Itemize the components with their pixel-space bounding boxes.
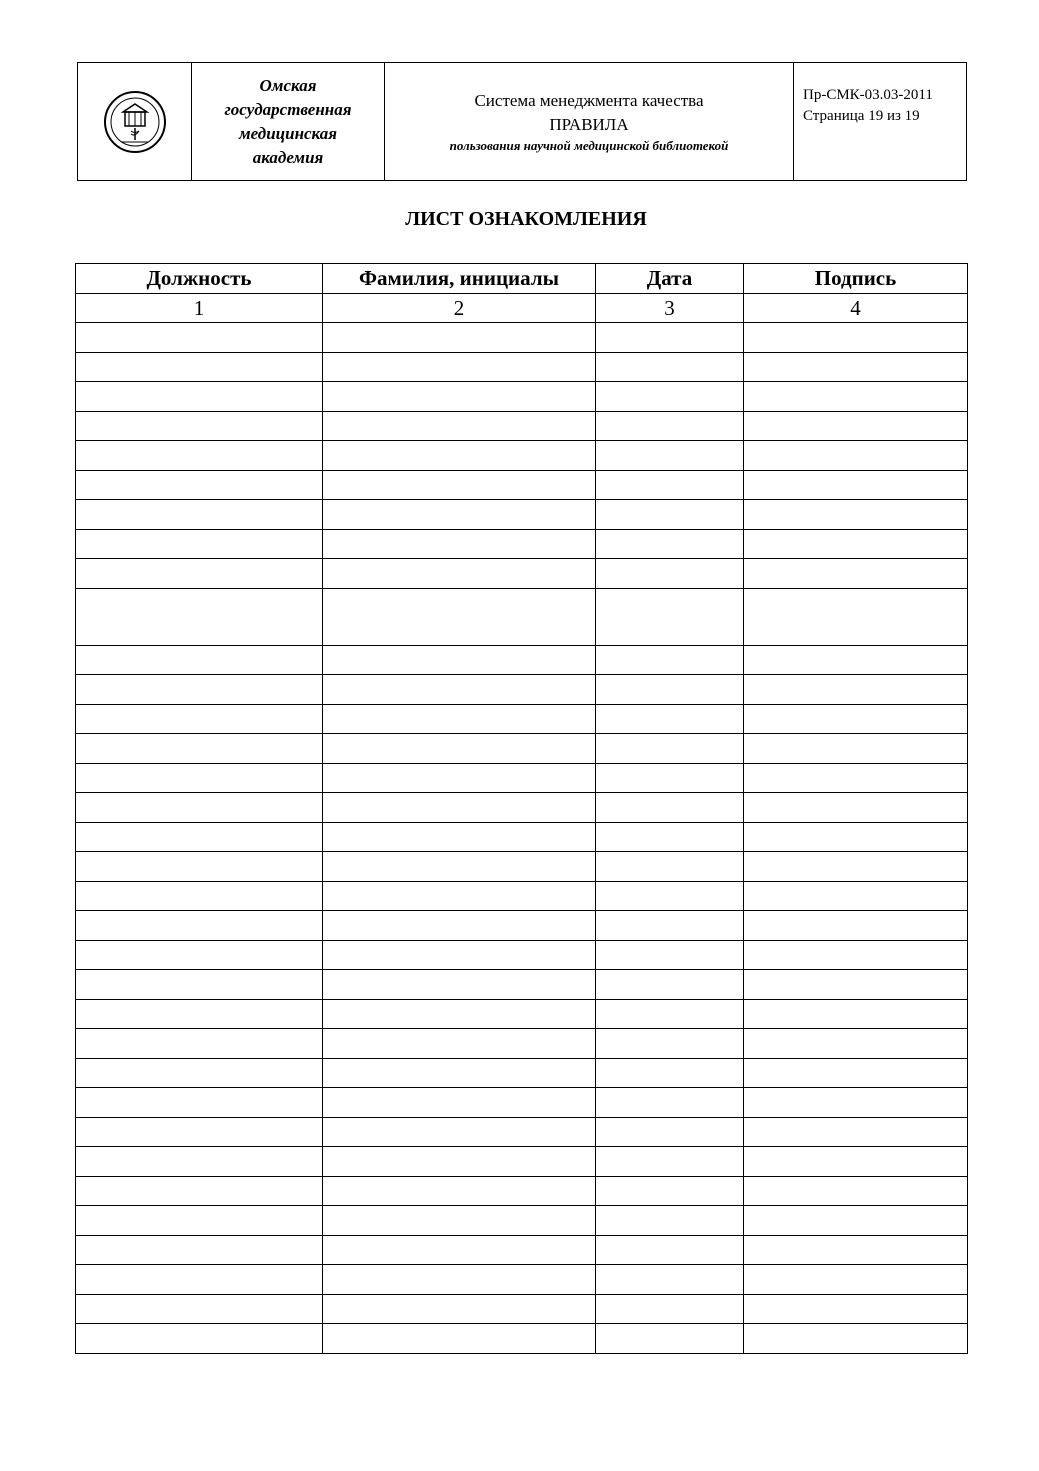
- table-row: [76, 1235, 968, 1265]
- table-cell[interactable]: [76, 822, 323, 852]
- table-row: [76, 588, 968, 645]
- table-cell[interactable]: [596, 1147, 744, 1177]
- table-cell[interactable]: [596, 1029, 744, 1059]
- table-cell[interactable]: [323, 822, 596, 852]
- table-row: [76, 441, 968, 471]
- table-cell[interactable]: [76, 940, 323, 970]
- table-cell[interactable]: [323, 1088, 596, 1118]
- table-cell[interactable]: [323, 645, 596, 675]
- table-cell[interactable]: [596, 1324, 744, 1354]
- table-row: [76, 793, 968, 823]
- table-cell[interactable]: [744, 970, 968, 1000]
- table-cell[interactable]: [323, 970, 596, 1000]
- table-cell[interactable]: [76, 645, 323, 675]
- table-row: [76, 1088, 968, 1118]
- table-cell[interactable]: [744, 881, 968, 911]
- table-cell[interactable]: [76, 1206, 323, 1236]
- table-cell[interactable]: [323, 881, 596, 911]
- table-row: [76, 470, 968, 500]
- table-cell[interactable]: [596, 529, 744, 559]
- table-cell[interactable]: [323, 382, 596, 412]
- table-cell[interactable]: [323, 1147, 596, 1177]
- org-line: государственная: [224, 99, 352, 119]
- table-cell[interactable]: [596, 1265, 744, 1295]
- table-cell[interactable]: [744, 1117, 968, 1147]
- table-cell[interactable]: [76, 1088, 323, 1118]
- doc-subtitle: пользования научной медицинской библиотекой: [449, 137, 729, 153]
- table-cell[interactable]: [744, 441, 968, 471]
- table-cell[interactable]: [323, 411, 596, 441]
- table-row: [76, 911, 968, 941]
- table-cell[interactable]: [596, 1058, 744, 1088]
- table-cell[interactable]: [323, 1176, 596, 1206]
- table-cell[interactable]: [76, 911, 323, 941]
- table-cell[interactable]: [76, 1265, 323, 1295]
- table-cell[interactable]: [323, 704, 596, 734]
- table-cell[interactable]: [744, 529, 968, 559]
- table-cell[interactable]: [76, 1058, 323, 1088]
- table-cell[interactable]: [596, 940, 744, 970]
- table-cell[interactable]: [744, 1058, 968, 1088]
- table-row: [76, 559, 968, 589]
- table-cell[interactable]: [744, 822, 968, 852]
- table-cell[interactable]: [744, 675, 968, 705]
- table-cell[interactable]: [323, 323, 596, 353]
- column-header-name: Фамилия, инициалы: [323, 264, 596, 294]
- table-cell[interactable]: [744, 500, 968, 530]
- table-cell[interactable]: [744, 734, 968, 764]
- table-cell[interactable]: [323, 763, 596, 793]
- table-cell[interactable]: [596, 970, 744, 1000]
- table-row: [76, 352, 968, 382]
- column-header-position: Должность: [76, 264, 323, 294]
- acknowledgement-table: [75, 263, 968, 1354]
- table-cell[interactable]: [596, 822, 744, 852]
- table-cell[interactable]: [76, 1176, 323, 1206]
- table-cell[interactable]: [596, 645, 744, 675]
- table-cell[interactable]: [323, 500, 596, 530]
- table-cell[interactable]: [76, 323, 323, 353]
- table-row: [76, 323, 968, 353]
- table-cell[interactable]: [596, 382, 744, 412]
- doc-type: ПРАВИЛА: [549, 114, 629, 134]
- table-row: [76, 1147, 968, 1177]
- table-cell[interactable]: [323, 559, 596, 589]
- table-cell[interactable]: [744, 1265, 968, 1295]
- table-cell[interactable]: [76, 793, 323, 823]
- table-cell[interactable]: [596, 500, 744, 530]
- table-cell[interactable]: [744, 911, 968, 941]
- table-cell[interactable]: [76, 1147, 323, 1177]
- table-cell[interactable]: [596, 1235, 744, 1265]
- table-cell[interactable]: [596, 588, 744, 645]
- table-cell[interactable]: [744, 411, 968, 441]
- table-cell[interactable]: [323, 1117, 596, 1147]
- table-row: [76, 999, 968, 1029]
- table-cell[interactable]: [323, 1206, 596, 1236]
- column-number: 1: [76, 293, 323, 323]
- table-cell[interactable]: [744, 382, 968, 412]
- table-row: [76, 970, 968, 1000]
- table-cell[interactable]: [323, 911, 596, 941]
- table-cell[interactable]: [76, 588, 323, 645]
- table-row: [76, 852, 968, 882]
- table-cell[interactable]: [744, 1088, 968, 1118]
- table-row: [76, 1294, 968, 1324]
- table-cell[interactable]: [596, 763, 744, 793]
- table-row: [76, 500, 968, 530]
- table-cell[interactable]: [76, 734, 323, 764]
- table-cell[interactable]: [323, 852, 596, 882]
- table-row: [76, 645, 968, 675]
- table-cell[interactable]: [323, 1235, 596, 1265]
- table-cell[interactable]: [323, 588, 596, 645]
- table-cell[interactable]: [744, 1176, 968, 1206]
- table-cell[interactable]: [76, 675, 323, 705]
- table-cell[interactable]: [76, 1029, 323, 1059]
- table-cell[interactable]: [744, 352, 968, 382]
- table-row: [76, 763, 968, 793]
- table-cell[interactable]: [744, 323, 968, 353]
- table-cell[interactable]: [744, 1235, 968, 1265]
- table-row: [76, 1265, 968, 1295]
- table-cell[interactable]: [323, 793, 596, 823]
- table-cell[interactable]: [323, 1265, 596, 1295]
- organization-name: [192, 63, 385, 181]
- table-cell[interactable]: [76, 500, 323, 530]
- table-cell[interactable]: [596, 1088, 744, 1118]
- doc-code: Пр-СМК-03.03-2011: [803, 87, 933, 103]
- page-title: ЛИСТ ОЗНАКОМЛЕНИЯ: [405, 208, 647, 230]
- table-cell[interactable]: [76, 411, 323, 441]
- column-header-date: Дата: [596, 264, 744, 294]
- table-cell[interactable]: [76, 704, 323, 734]
- table-cell[interactable]: [76, 1294, 323, 1324]
- table-cell[interactable]: [596, 999, 744, 1029]
- table-cell[interactable]: [323, 1029, 596, 1059]
- table-cell[interactable]: [744, 1029, 968, 1059]
- table-cell[interactable]: [744, 645, 968, 675]
- table-cell[interactable]: [323, 441, 596, 471]
- table-cell[interactable]: [596, 911, 744, 941]
- table-cell[interactable]: [76, 1117, 323, 1147]
- table-cell[interactable]: [323, 999, 596, 1029]
- table-row: [76, 1324, 968, 1354]
- document-system: [385, 63, 794, 181]
- table-row: [76, 529, 968, 559]
- table-cell[interactable]: [596, 559, 744, 589]
- org-line: медицинская: [239, 123, 337, 143]
- page-number: Страница 19 из 19: [803, 108, 920, 124]
- org-line: Омская: [259, 75, 317, 95]
- logo-cell: [78, 63, 192, 181]
- table-cell[interactable]: [744, 940, 968, 970]
- table-row: [76, 1029, 968, 1059]
- table-cell[interactable]: [744, 763, 968, 793]
- table-cell[interactable]: [323, 940, 596, 970]
- table-cell[interactable]: [323, 470, 596, 500]
- table-cell[interactable]: [596, 734, 744, 764]
- table-row: [76, 1058, 968, 1088]
- column-number-row: [76, 293, 968, 323]
- academy-seal-icon: [78, 90, 191, 154]
- table-row: [76, 411, 968, 441]
- table-cell[interactable]: [76, 970, 323, 1000]
- table-cell[interactable]: [744, 470, 968, 500]
- table-row: [76, 881, 968, 911]
- table-cell[interactable]: [76, 881, 323, 911]
- table-header-row: [76, 264, 968, 294]
- table-cell[interactable]: [744, 588, 968, 645]
- table-cell[interactable]: [596, 352, 744, 382]
- table-cell[interactable]: [323, 734, 596, 764]
- column-header-signature: Подпись: [744, 264, 968, 294]
- system-title: Система менеджмента качества: [474, 90, 704, 110]
- table-cell[interactable]: [76, 470, 323, 500]
- table-row: [76, 675, 968, 705]
- table-row: [76, 1117, 968, 1147]
- table-row: [76, 734, 968, 764]
- table-row: [76, 822, 968, 852]
- table-cell[interactable]: [596, 1206, 744, 1236]
- table-cell[interactable]: [76, 1235, 323, 1265]
- table-cell[interactable]: [76, 1324, 323, 1354]
- table-cell[interactable]: [744, 559, 968, 589]
- column-number: 3: [596, 293, 744, 323]
- table-cell[interactable]: [323, 529, 596, 559]
- table-cell[interactable]: [76, 763, 323, 793]
- table-row: [76, 1206, 968, 1236]
- table-cell[interactable]: [76, 559, 323, 589]
- table-cell[interactable]: [596, 323, 744, 353]
- column-number: 4: [744, 293, 968, 323]
- document-code-cell: [794, 63, 967, 181]
- table-cell[interactable]: [596, 1294, 744, 1324]
- table-cell[interactable]: [76, 352, 323, 382]
- table-cell[interactable]: [596, 793, 744, 823]
- table-cell[interactable]: [744, 793, 968, 823]
- table-row: [76, 940, 968, 970]
- document-header: [77, 62, 967, 181]
- table-cell[interactable]: [596, 881, 744, 911]
- table-cell[interactable]: [596, 1117, 744, 1147]
- table-cell[interactable]: [744, 1324, 968, 1354]
- table-cell[interactable]: [323, 352, 596, 382]
- table-cell[interactable]: [323, 1324, 596, 1354]
- table-cell[interactable]: [744, 1147, 968, 1177]
- table-cell[interactable]: [323, 675, 596, 705]
- table-cell[interactable]: [323, 1294, 596, 1324]
- table-cell[interactable]: [596, 704, 744, 734]
- table-row: [76, 1176, 968, 1206]
- table-cell[interactable]: [596, 411, 744, 441]
- table-cell[interactable]: [76, 852, 323, 882]
- table-cell[interactable]: [744, 852, 968, 882]
- table-row: [76, 382, 968, 412]
- table-cell[interactable]: [596, 1176, 744, 1206]
- table-cell[interactable]: [596, 852, 744, 882]
- table-row: [76, 704, 968, 734]
- column-number: 2: [323, 293, 596, 323]
- table-cell[interactable]: [323, 1058, 596, 1088]
- table-cell[interactable]: [596, 470, 744, 500]
- table-cell[interactable]: [744, 999, 968, 1029]
- table-cell[interactable]: [744, 1294, 968, 1324]
- table-cell[interactable]: [596, 441, 744, 471]
- table-cell[interactable]: [76, 529, 323, 559]
- org-line: академия: [252, 147, 324, 167]
- table-cell[interactable]: [76, 441, 323, 471]
- table-cell[interactable]: [596, 675, 744, 705]
- table-cell[interactable]: [76, 999, 323, 1029]
- table-cell[interactable]: [744, 1206, 968, 1236]
- table-cell[interactable]: [744, 704, 968, 734]
- table-cell[interactable]: [76, 382, 323, 412]
